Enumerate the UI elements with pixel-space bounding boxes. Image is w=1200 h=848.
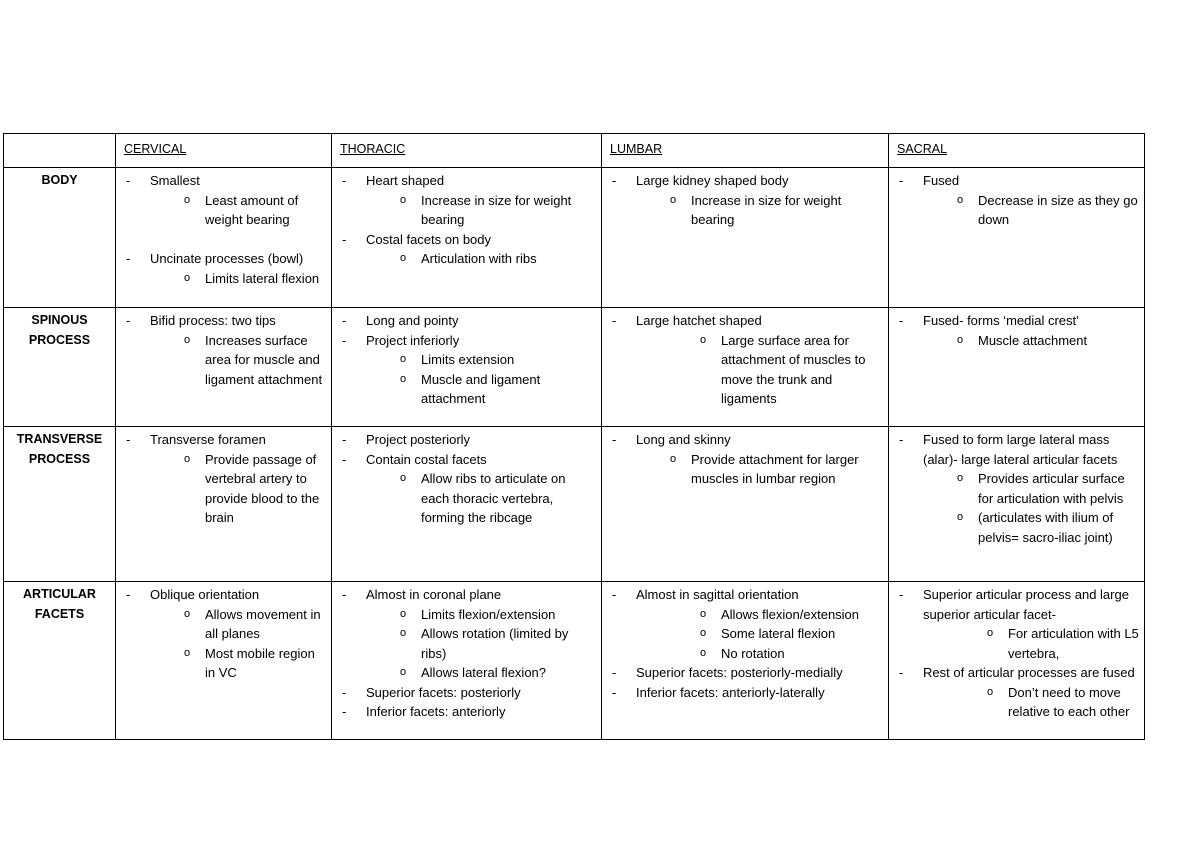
bullet-list — [610, 585, 884, 702]
sub-bullet-text: Don’t need to move relative to each other — [1008, 684, 1130, 719]
circle-bullet-icon: o — [184, 271, 191, 284]
bullet-list — [897, 585, 1140, 722]
sub-bullet-list — [636, 450, 884, 489]
bullet-text: Superior articular process and large superior articular facet- — [923, 587, 1129, 622]
dash-bullet-icon: - — [899, 173, 904, 188]
sub-bullet-item — [366, 605, 597, 625]
bullet-text: Project posteriorly — [366, 432, 471, 447]
bullet-text: Almost in coronal plane — [366, 587, 502, 602]
circle-bullet-icon: o — [400, 666, 407, 678]
bullet-text: Heart shaped — [366, 173, 445, 188]
sub-bullet-text: Provide attachment for larger muscles in lumbar region — [691, 451, 859, 486]
sub-bullet-item — [150, 450, 327, 528]
sub-bullet-list — [366, 469, 597, 528]
bullet-item — [340, 430, 597, 450]
sub-bullet-text: Allow ribs to articulate on each thoracic vertebra, forming the ribcage — [421, 471, 566, 525]
bullet-text: Long and skinny — [636, 432, 731, 447]
bullet-list — [124, 585, 327, 683]
bullet-text: Superior facets: posteriorly — [366, 684, 521, 700]
cell-lumbar — [602, 427, 889, 582]
row-spinous-process — [4, 308, 1145, 427]
bullet-item — [340, 311, 597, 331]
sub-bullet-text: (articulates with ilium of pelvis= sacro-iliac joint) — [978, 510, 1114, 545]
sub-bullet-list — [636, 191, 884, 230]
sub-bullet-item — [366, 191, 597, 230]
circle-bullet-icon: o — [400, 472, 407, 484]
dash-bullet-icon: - — [612, 173, 617, 188]
sub-bullet-text: Least amount of weight bearing — [205, 192, 299, 227]
bullet-item — [340, 585, 597, 683]
sub-bullet-item — [923, 469, 1140, 508]
bullet-list — [610, 430, 884, 489]
sub-bullet-text: Increase in size for weight bearing — [421, 192, 572, 227]
sub-bullet-text: No rotation — [721, 645, 785, 661]
sub-bullet-list — [636, 605, 884, 664]
sub-bullet-list — [366, 350, 597, 409]
sub-bullet-text: Allows movement in all planes — [205, 606, 321, 641]
sub-bullet-text: Allows flexion/extension — [721, 606, 860, 622]
sub-bullet-list — [150, 191, 327, 230]
dash-bullet-icon: - — [612, 665, 617, 680]
bullet-item — [610, 585, 884, 663]
bullet-text: Rest of articular processes are fused — [923, 665, 1135, 680]
circle-bullet-icon: o — [987, 685, 994, 698]
dash-bullet-icon: - — [612, 313, 617, 328]
sub-bullet-item — [923, 331, 1140, 351]
sub-bullet-text: Provide passage of vertebral artery to provide blood to the brain — [205, 451, 320, 525]
bullet-item — [610, 171, 884, 230]
bullet-item — [124, 249, 327, 288]
bullet-list — [897, 430, 1140, 547]
dash-bullet-icon: - — [342, 684, 347, 700]
row-body — [4, 168, 1145, 308]
sub-bullet-text: Decrease in size as they go down — [978, 192, 1138, 227]
cell-cervical — [116, 308, 332, 427]
header-row — [4, 134, 1145, 168]
cell-thoracic — [332, 168, 602, 308]
dash-bullet-icon: - — [899, 587, 904, 602]
bullet-text: Fused to form large lateral mass (alar)- large lateral articular facets — [923, 432, 1118, 467]
bullet-list — [340, 430, 597, 528]
sub-bullet-text: Muscle attachment — [978, 332, 1088, 348]
bullet-text: Transverse foramen — [150, 432, 266, 447]
sub-bullet-text: Large surface area for attachment of muscles to move the trunk and ligaments — [721, 332, 866, 406]
bullet-list — [124, 430, 327, 528]
row-transverse-process — [4, 427, 1145, 582]
bullet-item — [124, 171, 327, 230]
bullet-text: Large kidney shaped body — [636, 173, 789, 188]
sub-bullet-list — [923, 191, 1140, 230]
bullet-item — [340, 171, 597, 230]
bullet-item — [897, 585, 1140, 663]
sub-bullet-item — [636, 605, 884, 625]
bullet-list — [897, 311, 1140, 350]
row-header — [4, 427, 116, 582]
circle-bullet-icon: o — [957, 511, 964, 523]
circle-bullet-icon: o — [184, 452, 191, 465]
col-header-thoracic — [332, 134, 602, 168]
row-header-label: FACETS — [34, 606, 85, 621]
sub-bullet-list — [923, 331, 1140, 351]
sub-bullet-item — [636, 644, 884, 664]
circle-bullet-icon: o — [700, 607, 707, 620]
bullet-item — [340, 230, 597, 269]
sub-bullet-text: Most mobile region in VC — [205, 645, 315, 680]
row-header-label: TRANSVERSE — [16, 432, 103, 446]
sub-bullet-item — [150, 191, 327, 230]
circle-bullet-icon: o — [957, 472, 964, 484]
circle-bullet-icon: o — [400, 252, 407, 264]
cell-cervical — [116, 168, 332, 308]
sub-bullet-text: Muscle and ligament attachment — [421, 371, 541, 406]
bullet-item — [610, 311, 884, 409]
dash-bullet-icon: - — [612, 432, 617, 447]
circle-bullet-icon: o — [184, 646, 191, 659]
dash-bullet-icon: - — [899, 665, 904, 680]
cell-cervical — [116, 582, 332, 740]
circle-bullet-icon: o — [700, 627, 707, 639]
sub-bullet-item — [636, 450, 884, 489]
sub-bullet-list — [150, 269, 327, 289]
bullet-item — [897, 430, 1140, 547]
circle-bullet-icon: o — [987, 627, 994, 639]
bullet-item — [340, 683, 597, 703]
bullet-text: Bifid process: two tips — [150, 313, 276, 328]
cell-lumbar — [602, 582, 889, 740]
sub-bullet-text: Limits extension — [421, 352, 515, 367]
bullet-list — [610, 171, 884, 230]
circle-bullet-icon: o — [670, 193, 677, 206]
dash-bullet-icon: - — [342, 587, 347, 602]
circle-bullet-icon: o — [184, 607, 191, 620]
sub-bullet-list — [923, 683, 1140, 722]
col-header-label: LUMBAR — [610, 142, 663, 156]
sub-bullet-list — [923, 469, 1140, 547]
sub-bullet-text: Limits lateral flexion — [205, 270, 320, 286]
sub-bullet-list — [366, 249, 597, 269]
dash-bullet-icon: - — [612, 587, 617, 602]
bullet-item — [897, 663, 1140, 722]
cell-sacral — [889, 427, 1145, 582]
col-header-label: THORACIC — [340, 142, 406, 156]
row-articular-facets — [4, 582, 1145, 740]
sub-bullet-item — [366, 350, 597, 370]
sub-bullet-item — [366, 370, 597, 409]
col-header-cervical — [116, 134, 332, 168]
sub-bullet-text: Allows lateral flexion? — [421, 665, 547, 680]
sub-bullet-item — [923, 191, 1140, 230]
bullet-list — [124, 171, 327, 288]
bullet-item — [610, 683, 884, 703]
dash-bullet-icon: - — [342, 332, 347, 348]
corner-cell — [4, 134, 116, 168]
sub-bullet-list — [636, 331, 884, 409]
bullet-text: Oblique orientation — [150, 587, 260, 602]
row-header-label: PROCESS — [28, 451, 91, 466]
circle-bullet-icon: o — [400, 372, 407, 385]
bullet-text: Project inferiorly — [366, 332, 460, 348]
circle-bullet-icon: o — [670, 452, 677, 465]
circle-bullet-icon: o — [957, 193, 964, 206]
bullet-text: Smallest — [150, 173, 200, 188]
sub-bullet-item — [636, 191, 884, 230]
bullet-item — [340, 331, 597, 409]
cell-sacral — [889, 168, 1145, 308]
bullet-item — [340, 450, 597, 528]
circle-bullet-icon: o — [400, 607, 407, 620]
dash-bullet-icon: - — [126, 432, 131, 447]
dash-bullet-icon: - — [899, 313, 904, 328]
sub-bullet-list — [150, 331, 327, 390]
circle-bullet-icon: o — [184, 333, 191, 346]
bullet-item — [124, 311, 327, 389]
dash-bullet-icon: - — [342, 313, 347, 328]
bullet-list — [897, 171, 1140, 230]
sub-bullet-list — [366, 191, 597, 230]
bullet-text: Inferior facets: anteriorly-laterally — [636, 684, 825, 700]
sub-bullet-text: Provides articular surface for articulation with pelvis — [978, 471, 1125, 506]
bullet-item — [340, 702, 597, 722]
bullet-list — [340, 171, 597, 269]
cell-thoracic — [332, 308, 602, 427]
sub-bullet-text: Increase in size for weight bearing — [691, 192, 842, 227]
row-header-label: SPINOUS — [31, 313, 88, 327]
bullet-text: Uncinate processes (bowl) — [150, 251, 304, 266]
dash-bullet-icon: - — [126, 173, 131, 188]
sub-bullet-text: Limits flexion/extension — [421, 606, 556, 622]
row-header — [4, 308, 116, 427]
bullet-text: Almost in sagittal orientation — [636, 587, 799, 602]
sub-bullet-item — [366, 624, 597, 663]
sub-bullet-item — [150, 331, 327, 390]
circle-bullet-icon: o — [400, 627, 407, 639]
bullet-text: Inferior facets: anteriorly — [366, 704, 506, 719]
sub-bullet-item — [923, 624, 1140, 663]
col-header-sacral — [889, 134, 1145, 168]
bullet-text: Fused- forms ‘medial crest’ — [923, 313, 1080, 328]
sub-bullet-list — [150, 450, 327, 528]
dash-bullet-icon: - — [899, 432, 904, 447]
bullet-list — [124, 311, 327, 389]
sub-bullet-item — [150, 269, 327, 289]
circle-bullet-icon: o — [957, 333, 964, 346]
sub-bullet-list — [923, 624, 1140, 663]
bullet-item — [897, 171, 1140, 230]
row-header-label: BODY — [41, 173, 78, 187]
sub-bullet-item — [636, 624, 884, 644]
dash-bullet-icon: - — [126, 313, 131, 328]
bullet-text: Costal facets on body — [366, 231, 492, 247]
bullet-list — [340, 311, 597, 409]
sub-bullet-item — [923, 508, 1140, 547]
cell-sacral — [889, 308, 1145, 427]
circle-bullet-icon: o — [400, 353, 407, 365]
bullet-text: Superior facets: posteriorly-medially — [636, 665, 843, 680]
cell-thoracic — [332, 582, 602, 740]
bullet-item — [610, 663, 884, 683]
bullet-item — [610, 430, 884, 489]
sub-bullet-text: Some lateral flexion — [721, 626, 836, 641]
bullet-text: Large hatchet shaped — [636, 313, 762, 328]
vertebrae-comparison-table — [3, 133, 1145, 740]
sub-bullet-text: Increases surface area for muscle and ligament attachment — [205, 332, 323, 387]
sub-bullet-item — [366, 469, 597, 528]
cell-sacral — [889, 582, 1145, 740]
cell-thoracic — [332, 427, 602, 582]
bullet-item — [897, 311, 1140, 350]
dash-bullet-icon: - — [126, 251, 131, 266]
sub-bullet-item — [150, 605, 327, 644]
bullet-item — [124, 430, 327, 528]
dash-bullet-icon: - — [342, 173, 347, 188]
circle-bullet-icon: o — [184, 193, 191, 206]
cell-lumbar — [602, 168, 889, 308]
dash-bullet-icon: - — [126, 587, 131, 602]
cell-cervical — [116, 427, 332, 582]
dash-bullet-icon: - — [612, 684, 617, 700]
col-header-lumbar — [602, 134, 889, 168]
bullet-text: Contain costal facets — [366, 451, 487, 467]
sub-bullet-item — [636, 331, 884, 409]
col-header-label: CERVICAL — [124, 142, 187, 156]
sub-bullet-list — [150, 605, 327, 683]
bullet-list — [340, 585, 597, 722]
circle-bullet-icon: o — [400, 193, 407, 206]
bullet-text: Long and pointy — [366, 313, 459, 328]
row-header-label: PROCESS — [28, 332, 91, 347]
row-header — [4, 582, 116, 740]
bullet-item — [124, 585, 327, 683]
sub-bullet-text: Articulation with ribs — [421, 251, 537, 266]
dash-bullet-icon: - — [342, 704, 347, 719]
sub-bullet-item — [150, 644, 327, 683]
bullet-list — [610, 311, 884, 409]
sub-bullet-text: Allows rotation (limited by ribs) — [421, 626, 569, 661]
sub-bullet-list — [366, 605, 597, 683]
circle-bullet-icon: o — [700, 333, 707, 346]
col-header-label: SACRAL — [897, 142, 948, 156]
sub-bullet-text: For articulation with L5 vertebra, — [1008, 626, 1139, 661]
bullet-text: Fused — [923, 173, 960, 188]
row-header — [4, 168, 116, 308]
dash-bullet-icon: - — [342, 451, 347, 467]
sub-bullet-item — [366, 663, 597, 683]
row-header-label: ARTICULAR — [23, 587, 96, 601]
cell-lumbar — [602, 308, 889, 427]
sub-bullet-item — [923, 683, 1140, 722]
dash-bullet-icon: - — [342, 432, 347, 447]
sub-bullet-item — [366, 249, 597, 269]
circle-bullet-icon: o — [700, 646, 707, 659]
dash-bullet-icon: - — [342, 231, 347, 247]
